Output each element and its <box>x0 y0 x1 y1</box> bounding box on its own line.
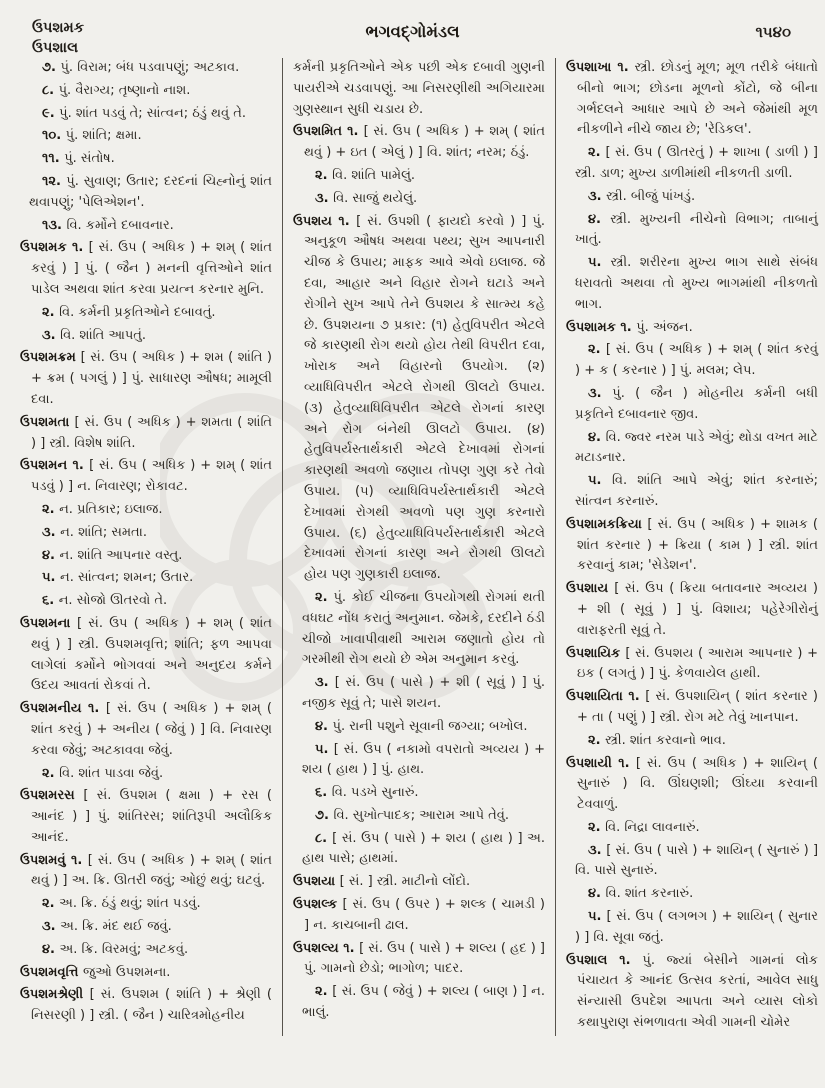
dictionary-sense <box>293 982 545 1024</box>
dictionary-sense <box>20 500 272 521</box>
definition-text: પું. રાની પશુને સૂવાની જગ્યા; બખોલ. <box>332 718 528 734</box>
headword: ૭. <box>42 60 61 75</box>
dictionary-entry <box>20 699 272 761</box>
headword: ૩. <box>588 385 613 401</box>
headword: ૩. <box>42 327 61 343</box>
definition-text: અ. ક્રિ. મંદ થઈ જવું. <box>60 919 172 935</box>
dictionary-sense <box>293 740 545 782</box>
headword: ૨. <box>42 501 60 517</box>
definition-text: સ્ત્રી. છોડનું મૂળ; મૂળ તરીકે બંધાતો બીનો ભાગ; છોડના મૂળનો કોંટો, જે બીના ગર્ભદલને આધાર આપે છે અને જેમાંથી મૂળ નીકળીને નીચે જાય છે; 'રેડિકલ'. <box>577 60 818 138</box>
headword: ઉપશમરસ <box>20 788 84 804</box>
page-number: ૧૫૪૦ <box>755 23 791 41</box>
headword: ૨. <box>588 819 606 835</box>
headword: ૫. <box>588 909 607 925</box>
headword: ઉપશાયી ૧. <box>566 755 636 771</box>
headword: ૯. <box>42 105 60 121</box>
headword: ઉપશમિત ૧. <box>293 124 364 140</box>
definition-text: વિ. શાંતિ આપે એવું; શાંત કરનારું; સાંત્વન કરનારું. <box>575 473 818 509</box>
headword: ઉપશમના <box>20 615 77 631</box>
headword: ૨. <box>42 896 60 912</box>
headword: ૪. <box>315 718 333 734</box>
definition-text: [ સં. ઉપ ( અધિક ) + શાયિન્ ( સુનારું ) વિ. ઊંઘણશી; ઊંઘ્યા કરવાની ટેવવાળું. <box>577 755 818 813</box>
dictionary-sense <box>20 568 272 589</box>
dictionary-sense <box>566 340 818 382</box>
headword: ૫. <box>588 255 611 271</box>
dictionary-sense <box>566 884 818 905</box>
dictionary-entry <box>566 644 818 686</box>
dictionary-entry <box>566 515 818 577</box>
definition-text: કર્મની પ્રકૃતિઓને એક પછી એક દબાવી ગુણની પાયરીએ ચડવાપણું. આ નિસરણીથી અગિયારમા ગુણસ્થાન સુધી ચડાય છે. <box>293 60 545 117</box>
dictionary-sense <box>20 58 272 79</box>
dictionary-sense <box>566 471 818 513</box>
definition-text: [ સં. ઉપ ( જેવું ) + શલ્ય ( બાણ ) ] ન. ભાલું. <box>302 984 545 1021</box>
definition-text: પું. વૈરાગ્ય; તૃષ્ણાનો નાશ. <box>58 82 191 98</box>
dictionary-sense <box>20 126 272 147</box>
definition-text: વિ. શાંત પાડવા જેવું. <box>59 765 164 781</box>
dictionary-entry <box>20 456 272 498</box>
dictionary-entry <box>293 122 545 164</box>
dictionary-sense <box>20 894 272 915</box>
column-1 <box>20 58 282 1036</box>
headword: ઉપશમક ૧. <box>20 240 89 256</box>
definition-text: [ સં. ઉપ ( ઉપર ) + શલ્ક ( ચામડી ) ] ન. કાચબાની ઢાલ. <box>304 897 545 933</box>
definition-text: [ સં. ઉપશાયિન્ ( શાંત કરનાર ) + તા ( પણું ) ] સ્ત્રી. રોગ મટે તેવું ખાનપાન. <box>577 689 818 725</box>
dictionary-entry <box>20 985 272 1027</box>
headword: ઉપશામકક્રિયા <box>566 516 648 532</box>
headword: ૨. <box>315 589 334 605</box>
dictionary-sense <box>20 149 272 170</box>
headword: ૨. <box>42 304 60 320</box>
dictionary-sense <box>293 673 545 715</box>
dictionary-sense <box>20 917 272 938</box>
dictionary-sense <box>20 326 272 347</box>
definition-text: પું. ( જૈન ) મોહનીય કર્મની બધી પ્રકૃતિને દબાવનાર જીવ. <box>575 385 818 422</box>
headword: ઉપશમનીય ૧. <box>20 701 106 717</box>
definition-text: [ સં. ઉપ ( અધિક ) + શામક ( શાંત કરનાર ) + ક્રિયા ( કામ ) ] સ્ત્રી. શાંત કરવાનું કામ; 'સેડેશન'. <box>577 516 818 574</box>
headword: ૨. <box>588 145 606 161</box>
definition-text: [ સં. ઉપ ( અધિક ) + શમતા ( શાંતિ ) ] સ્ત્રી. વિશેષ શાંતિ. <box>31 414 272 451</box>
dictionary-entry <box>566 754 818 816</box>
headword: ૨. <box>588 342 606 358</box>
headword: ઉપશમક્રમ <box>20 350 81 366</box>
definition-text: [ સં. ઉપ ( અધિક ) + શમ્ ( શાંત કરવું ) + અનીય ( જેવું ) ] વિ. નિવારણ કરવા જેવું; અટકાવવા જેવું. <box>31 701 272 758</box>
guide-word-top: ઉપશમક <box>32 20 85 36</box>
definition-text: વિ. સાજું થયેલું. <box>333 190 418 206</box>
page-header <box>0 16 825 60</box>
headword: ૧૦. <box>42 128 66 144</box>
dictionary-sense <box>20 591 272 612</box>
headword: ઉપશામક ૧. <box>566 319 637 335</box>
column-2 <box>282 58 556 1036</box>
headword: ૬. <box>315 785 332 801</box>
headword: ૬. <box>42 593 59 609</box>
definition-text: ન. શાંતિ આપનાર વસ્તુ. <box>59 547 183 563</box>
dictionary-entry <box>20 348 272 410</box>
definition-text: [ સં. ઉપ ( અધિક ) + શમ્ ( શાંત થવું ) ] સ્ત્રી. ઉપશમવૃત્તિ; શાંતિ; ફળ આપવા લાગેલાં કર્મોને ભોગવવાં અને અનુદય કર્મને ઉદય આવતાં રોકવાં તે. <box>31 615 272 694</box>
dictionary-sense <box>566 428 818 470</box>
dictionary-sense <box>566 818 818 839</box>
dictionary-entry <box>20 851 272 893</box>
definition-text: વિ. સુખોત્પાદક; આરામ આપે તેવું. <box>333 807 509 823</box>
definition-text: ન. સોજો ઊતરવો તે. <box>58 593 168 609</box>
headword: ઉપશાયિતા ૧. <box>566 689 646 705</box>
definition-text: ન. સાંત્વન; શમન; ઉતાર. <box>60 570 194 586</box>
definition-text: પું. કોઈ ચીજના ઉપયોગથી રોગમાં થતી વધઘટ નોંધ કરાતું અનુમાન. જેમકે, દરદીને ઠંડી ચીજો ખાવાપીવાથી આરામ જણાતો હોય તો ગરમીથી રોગ થયો છે એમ અનુમાન કરવું. <box>302 589 545 668</box>
definition-text: અ. ક્રિ. વિરમવું; અટકવું. <box>59 941 189 957</box>
definition-text: પું. જ્યાં બેસીને ગામનાં લોક પંચાયત કે આનંદ ઉત્સવ કરતાં, આવેલ સાધુ સંન્યાસી ઉપદેશ આપતા અને વ્યાસ લોકો કથાપુરાણ સંભળાવતા એવી ગામની ચોમેર <box>577 952 818 1031</box>
headword: ૫. <box>42 570 61 586</box>
definition-text: [ સં. ] સ્ત્રી. માટીનો લોંદો. <box>339 874 471 890</box>
dictionary-entry <box>566 318 818 339</box>
definition-text: વિ. કર્મોને દબાવનાર. <box>66 217 174 233</box>
dictionary-entry <box>293 939 545 981</box>
definition-text: [ સં. ઉપ ( અધિક ) + શમ્ ( શાંત પડવું ) ] ન. નિવારણ; રોકાવટ. <box>31 458 272 495</box>
dictionary-sense <box>293 806 545 827</box>
dictionary-sense <box>293 588 545 671</box>
definition-text: [ સં. ઉપ ( અધિક ) + શમ્ ( શાંત થવું ) + ઇત ( એલું ) ] વિ. શાંત; નરમ; ઠંડું. <box>304 124 545 161</box>
definition-text: [ સં. ઉપશમ ( શાંતિ ) + શ્રેણી ( નિસરણી ) ] સ્ત્રી. ( જૈન ) ચારિત્રમોહનીય <box>31 987 272 1024</box>
definition-text: પું. વિરામ; બંધ પડવાપણું; અટકાવ. <box>60 60 240 75</box>
dictionary-sense <box>20 172 272 214</box>
headword: ૨. <box>588 732 606 748</box>
headword: ૩. <box>42 524 61 540</box>
headword: ૮. <box>42 82 59 98</box>
dictionary-sense <box>20 104 272 125</box>
headword: ઉપશાય <box>566 581 615 597</box>
headword: ૩. <box>588 188 607 204</box>
headword: ૧૩. <box>42 217 67 233</box>
definition-text: [ સં. ઉપ ( અધિક ) + શમ્ ( શાંત થવું ) ] અ. ક્રિ. ઊતરી જવું; ઓછું થવું; ઘટવું. <box>31 852 272 889</box>
dictionary-sense <box>20 216 272 237</box>
headword: ઉપશાયિક <box>566 645 626 661</box>
dictionary-entry <box>20 614 272 697</box>
dictionary-sense <box>293 829 545 871</box>
column-3 <box>556 58 818 1036</box>
definition-text: [ સં. ઉપ ( પાસે ) + શલ્ય ( હદ ) ] પું. ગામનો છેડો; ભાગોળ; પાદર. <box>304 940 545 977</box>
definition-text: અ. ક્રિ. ઠંડું થવું; શાંત પડવું. <box>59 896 201 912</box>
headword: ૪. <box>588 886 606 902</box>
definition-text: જુઓ ઉપશમના. <box>82 964 171 980</box>
dictionary-entry <box>20 238 272 300</box>
definition-text: [ સં. ઉપ ( લગભગ ) + શાયિન્ ( સુનાર ) ] વિ. સૂવા જતું. <box>575 909 818 945</box>
dictionary-sense <box>20 523 272 544</box>
dictionary-sense <box>566 187 818 208</box>
dictionary-sense <box>566 210 818 252</box>
dictionary-entry <box>293 872 545 893</box>
headword: ૪. <box>588 211 611 227</box>
dictionary-sense <box>20 546 272 567</box>
headword: ઉપશલ્ક <box>293 897 343 913</box>
definition-text: ન. પ્રતિકાર; ઇલાજ. <box>59 501 163 517</box>
definition-text: પું. શાંત પડવું તે; સાંત્વન; ઠંડું થવું તે. <box>59 105 247 121</box>
dictionary-entry <box>20 786 272 848</box>
dictionary-sense <box>293 166 545 187</box>
headword: ઉપશમવૃત્તિ <box>20 964 83 980</box>
headword: ૫. <box>315 741 334 757</box>
definition-text: વિ. શાંત કરનારું. <box>605 886 694 902</box>
dictionary-sense <box>566 731 818 752</box>
headword: ૨. <box>315 167 333 183</box>
dictionary-entry <box>20 413 272 455</box>
headword: ઉપશમતા <box>20 414 75 430</box>
definition-text: સ્ત્રી. શરીરના મુખ્ય ભાગ સાથે સંબંધ ધરાવતો અથવા તો મુખ્ય ભાગમાંથી નીકળતો ભાગ. <box>575 255 818 312</box>
headword: ઉપશાલ ૧. <box>566 952 643 968</box>
dictionary-sense <box>566 253 818 315</box>
headword: ૪. <box>42 547 60 563</box>
dictionary-sense <box>20 303 272 324</box>
guide-word-bottom: ઉપશાલ <box>32 40 79 56</box>
definition-text: પું. સુવાણ; ઉતાર; દરદનાં ચિહ્નોનું શાંત થવાપણું; 'પેલિએશન'. <box>29 173 272 210</box>
dictionary-sense <box>20 81 272 102</box>
definition-text: [ સં. ઉપ ( પાસે ) + શય ( હાથ ) ] અ. હાથ પાસે; હાથમાં. <box>302 830 545 867</box>
definition-text: [ સં. ઉપશી ( ફાયદો કરવો ) ] પું. અનુકૂળ ઔષધ અથવા પથ્ય; સુખ આપનારી ચીજ કે ઉપાય; માફક આવે એવો ઇલાજ. જે દવા, આહાર અને વિહાર રોગને ઘટાડે અને રોગીને સુખ આપે તેને ઉપશય કે સાત્મ્ય કહે છે. ઉપશયના ૭ પ્રકાર: (૧) હેતુવિપરીત એટલે જે કારણથી રોગ થયો હોય તેથી વિપરીત દવા, ખોરાક અને વિહારનો ઉપયોગ. (૨) વ્યાધિવિપરીત એટલે રોગથી ઊલટો ઉપાય. (૩) હેતુવ્યાધિવિપરીત એટલે રોગનાં કારણ અને રોગ બંનેથી ઊલટો ઉપાય. (૪) હેતુવિપર્યસ્તાર્થકારી એટલે દેખાવમાં રોગનાં કારણથી અવળો જણાય તોપણ ગુણ કરે તેવો ઉપાય. (૫) વ્યાધિવિપર્યસ્તાર્થકારી એટલે દેખાવમાં રોગથી અવળો પણ ગુણ કરનારો ઉપાય. (૬) હેતુવ્યાધિવિપર્યસ્તાર્થકારી એટલે દેખાવમાં રોગનાં કારણ અને રોગથી ઊલટો હોય પણ ગુણકારી ઇલાજ. <box>304 213 546 583</box>
headword: ૫. <box>588 473 612 489</box>
dictionary-entry <box>293 212 545 586</box>
definition-text: [ સં. ઉપશય ( આરામ આપનાર ) + ઇક ( લગતું ) ] પું. કેળવાયેલ હાથી. <box>577 645 818 682</box>
definition-text: [ સં. ઉપ ( અધિક ) + શમ્ ( શાંત કરવું ) + ક ( કરનાર ) ] પું. મલમ; લેપ. <box>575 342 818 379</box>
definition-text: વિ. નિદ્રા લાવનારું. <box>605 819 700 835</box>
headword: ૩. <box>315 190 334 206</box>
definition-text: પું. શાંતિ; ક્ષમા. <box>65 128 142 144</box>
dictionary-sense <box>293 783 545 804</box>
headword: ૧૨. <box>42 173 67 189</box>
dictionary-continuation <box>293 58 545 120</box>
headword: ૩. <box>42 919 61 935</box>
headword: ઉપશમન ૧. <box>20 458 90 474</box>
definition-text: સ્ત્રી. શાંત કરવાનો ભાવ. <box>605 732 726 748</box>
dictionary-sense <box>566 384 818 426</box>
definition-text: [ સં. ઉપશમ ( ક્ષમા ) + રસ ( આનંદ ) ] પું. શાંતિરસ; શાંતિરૂપી અલૌકિક આનંદ. <box>31 788 272 845</box>
dictionary-sense <box>20 764 272 785</box>
definition-text: સ્ત્રી. મુખ્યની નીચેનો વિભાગ; તાબાનું ખાતું. <box>575 211 818 248</box>
definition-text: [ સં. ઉપ ( અધિક ) + શમ્ ( શાંત કરવું ) ] પું. ( જૈન ) મનની વૃત્તિઓને શાંત પાડેલ અથવા શાંત કરવા પ્રયત્ન કરનાર મુનિ. <box>31 240 272 297</box>
definition-text: ન. શાંતિ; સમતા. <box>60 524 147 540</box>
definition-text: [ સં. ઉપ ( પાસે ) + શી ( સૂવું ) ] પું. નજીક સૂવું તે; પાસે શયન. <box>302 675 545 711</box>
dictionary-sense <box>566 143 818 185</box>
headword: ૭. <box>315 807 334 823</box>
definition-text: પું. અંજન. <box>636 319 693 335</box>
headword: ૨. <box>42 765 60 781</box>
dictionary-columns <box>20 58 818 1036</box>
dictionary-sense <box>293 189 545 210</box>
headword: ૮. <box>315 830 333 846</box>
dictionary-entry <box>566 579 818 641</box>
definition-text: વિ. શાંતિ આપતું. <box>60 327 147 343</box>
headword: ૩. <box>315 675 335 691</box>
dictionary-sense <box>566 841 818 883</box>
definition-text: [ સં. ઉપ ( નકામો વપરાતો અવ્યય ) + શય ( હાથ ) ] પું. હાથ. <box>302 741 545 778</box>
headword: ૨. <box>315 984 333 1000</box>
dictionary-sense <box>293 717 545 738</box>
headword: ૧૧. <box>42 151 65 167</box>
headword: ૪. <box>42 941 60 957</box>
definition-text: સ્ત્રી. બીજું પાંખડું. <box>606 188 696 204</box>
dictionary-entry <box>566 687 818 729</box>
dictionary-entry <box>293 895 545 937</box>
dictionary-sense <box>566 907 818 949</box>
headword: ૪. <box>588 429 606 445</box>
definition-text: [ સં. ઉપ ( અધિક ) + શમ ( શાંતિ ) + ક્રમ ( પગલું ) ] પું. સાધારણ ઔષધ; મામૂલી દવા. <box>31 350 272 407</box>
definition-text: વિ. પડખે સુનારું. <box>331 785 419 801</box>
headword: ઉપશાખા ૧. <box>566 60 635 75</box>
definition-text: [ સં. ઉપ ( ઊતરતું ) + શાખા ( ડાળી ) ] સ્ત્રી. ડાળ; મુખ્ય ડાળીમાંથી નીકળતી ડાળી. <box>575 145 818 181</box>
dictionary-entry <box>566 951 818 1034</box>
headword: ઉપશમશ્રેણી <box>20 987 90 1003</box>
definition-text: [ સં. ઉપ ( ક્રિયા બતાવનાર અવ્યય ) + શી ( સૂવું ) ] પું. વિશાય; પહેરેગીરોનું વારાફરતી સૂવું તે. <box>577 581 818 638</box>
headword: ઉપશલ્ય ૧. <box>293 940 360 956</box>
headword: ૩. <box>588 842 607 858</box>
book-title: ભગવદ્ગોમંડલ <box>365 22 460 41</box>
definition-text: વિ. શાંતિ પામેલું. <box>332 167 416 183</box>
definition-text: વિ. કર્મની પ્રકૃતિઓને દબાવતું. <box>59 304 216 320</box>
definition-text: પું. સંતોષ. <box>64 151 115 167</box>
dictionary-sense <box>20 940 272 961</box>
dictionary-entry <box>20 963 272 984</box>
definition-text: [ સં. ઉપ ( પાસે ) + શાયિન્ ( સુનારું ) ] વિ. પાસે સુનારું. <box>575 842 819 879</box>
headword: ઉપશય ૧. <box>293 213 357 229</box>
headword: ઉપશયા <box>293 874 340 890</box>
dictionary-entry <box>566 58 818 141</box>
headword: ઉપશમવું ૧. <box>20 852 88 868</box>
definition-text: વિ. જ્વર નરમ પાડે એવું; થોડા વખત માટે મટાડનાર. <box>575 429 818 466</box>
